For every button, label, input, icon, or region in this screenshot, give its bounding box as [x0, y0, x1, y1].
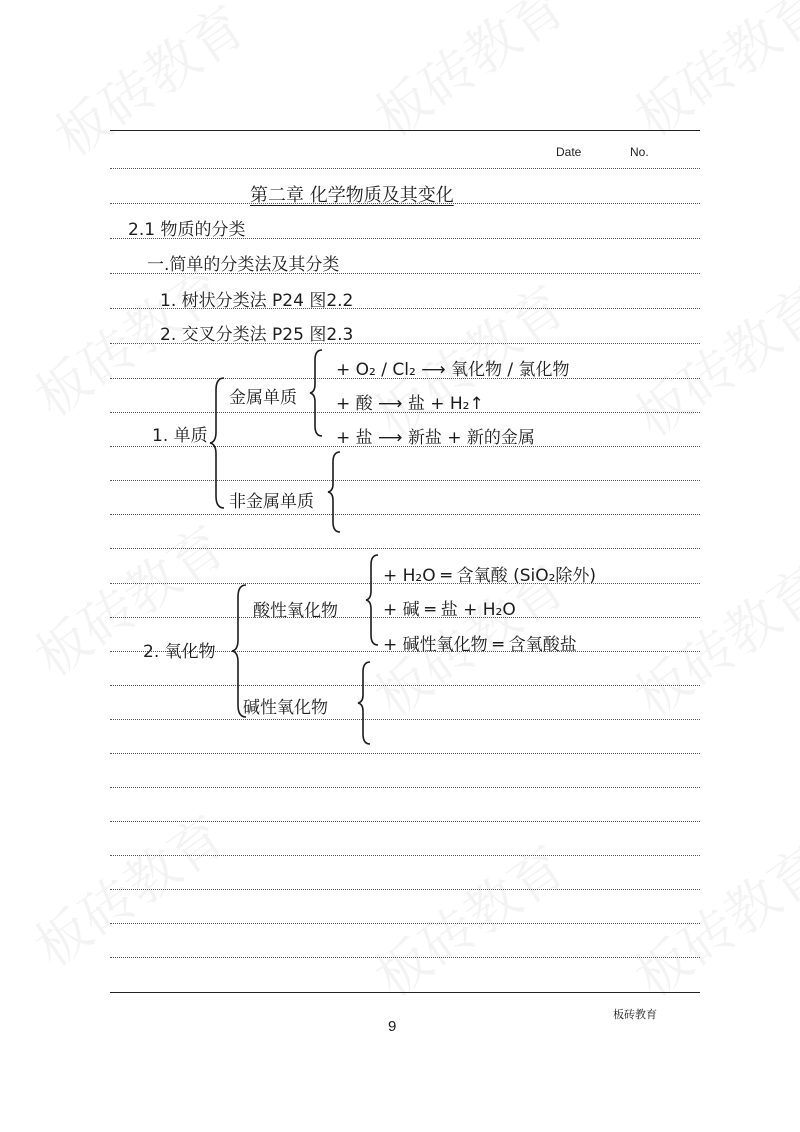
ruled-line — [110, 480, 700, 481]
metal-reaction-1: + O₂ / Cl₂ ⟶ 氧化物 / 氯化物 — [336, 360, 570, 380]
basic-oxide-brace — [356, 660, 374, 746]
metal-reaction-2: + 酸 ⟶ 盐 + H₂↑ — [336, 394, 484, 414]
ruled-line — [110, 168, 700, 169]
acidic-reaction-3: + 碱性氧化物 ═ 含氧酸盐 — [383, 635, 577, 655]
watermark — [617, 825, 800, 1012]
ruled-line — [110, 685, 700, 686]
watermark — [617, 265, 800, 452]
ruled-line — [110, 787, 700, 788]
ruled-line — [110, 821, 700, 822]
ruled-line — [110, 514, 700, 515]
oxide-label: 2. 氧化物 — [143, 642, 216, 662]
acidic-reaction-1: + H₂O ═ 含氧酸 (SiO₂除外) — [383, 566, 597, 586]
ruled-line — [110, 889, 700, 890]
watermark — [617, 545, 800, 732]
metal-simple-label: 金属单质 — [229, 388, 297, 408]
watermark — [357, 825, 578, 1012]
metal-brace — [308, 348, 326, 438]
no-label: No. — [630, 145, 649, 159]
simple-substance-brace — [208, 376, 228, 510]
watermark — [37, 0, 258, 172]
metal-reaction-3: + 盐 ⟶ 新盐 + 新的金属 — [336, 428, 535, 448]
acidic-oxide-label: 酸性氧化物 — [253, 601, 338, 621]
nonmetal-brace — [326, 450, 344, 534]
item-tree-classification: 1. 树状分类法 P24 图2.2 — [160, 291, 354, 311]
header-top-rule — [110, 130, 700, 131]
ruled-line — [110, 719, 700, 720]
acidic-reaction-2: + 碱 ═ 盐 + H₂O — [383, 600, 516, 620]
subsection-heading: 一.简单的分类法及其分类 — [147, 255, 340, 275]
item-cross-classification: 2. 交叉分类法 P25 图2.3 — [160, 325, 354, 345]
ruled-line — [110, 855, 700, 856]
acidic-oxide-brace — [364, 553, 382, 647]
date-label: Date — [556, 145, 582, 159]
brand-label: 板砖教育 — [613, 1008, 657, 1021]
nonmetal-simple-label: 非金属单质 — [229, 492, 314, 512]
watermark — [17, 505, 238, 692]
ruled-line — [110, 957, 700, 958]
footer-rule — [110, 992, 700, 993]
ruled-line — [110, 548, 700, 549]
section-heading: 2.1 物质的分类 — [128, 220, 246, 240]
ruled-line — [110, 753, 700, 754]
basic-oxide-label: 碱性氧化物 — [243, 698, 328, 718]
chapter-title: 第二章 化学物质及其变化 — [250, 185, 454, 206]
page-number: 9 — [388, 1018, 397, 1035]
ruled-line — [110, 923, 700, 924]
simple-substance-label: 1. 单质 — [152, 426, 208, 446]
